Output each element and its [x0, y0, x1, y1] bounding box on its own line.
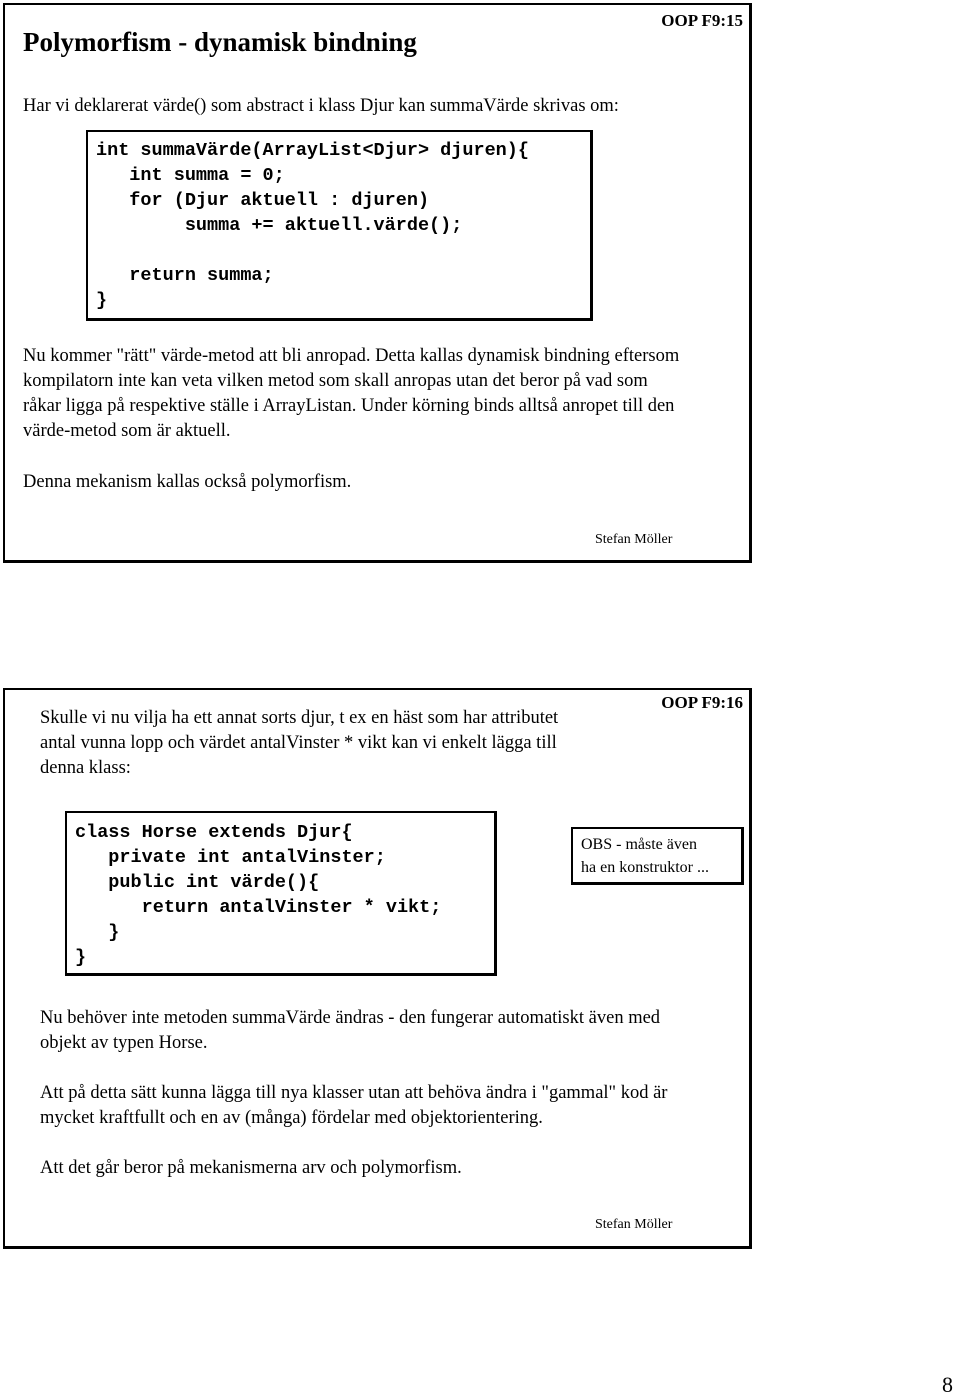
author-footer: Stefan Möller	[595, 532, 673, 547]
paragraph-dynamic-binding: Nu kommer "rätt" värde-metod att bli anropad. Detta kallas dynamisk bindning eftersom kompilatorn inte kan veta vilken metod som skall anropas utan det beror på vad som råkar ligga på respektive ställe i ArrayListan. Under körning binds alltså anropet till den värde-metod som är aktuell.	[23, 346, 680, 441]
code-summavarde: int summaVärde(ArrayList<Djur> djuren){ int summa = 0; for (Djur aktuell : djuren) summa += aktuell.värde(); return summa; }	[96, 140, 529, 311]
code-block	[86, 130, 593, 321]
slide-f9-16	[3, 688, 752, 1249]
page-number: 8	[942, 1372, 953, 1397]
intro-text: Har vi deklarerat värde() som abstract i klass Djur kan summaVärde skrivas om:	[23, 96, 619, 116]
slide-title: Polymorfism - dynamisk bindning	[23, 27, 417, 57]
author-footer: Stefan Möller	[595, 1217, 673, 1232]
paragraph-mechanisms: Att det går beror på mekanismerna arv och polymorfism.	[40, 1158, 462, 1178]
obs-note: OBS - måste även ha en konstruktor ...	[571, 827, 744, 885]
code-block	[65, 811, 497, 976]
paragraph-advantage: Att på detta sätt kunna lägga till nya klasser utan att behöva ändra i "gammal" kod är mycket kraftfullt och en av (många) fördelar med objektorientering.	[40, 1083, 668, 1128]
paragraph-polymorphism: Denna mekanism kallas också polymorfism.	[23, 472, 352, 492]
intro-text: Skulle vi nu vilja ha ett annat sorts djur, t ex en häst som har attributet antal vunna lopp och värdet antalVinster * vikt kan vi enkelt lägga till denna klass:	[40, 708, 559, 778]
paragraph-no-change: Nu behöver inte metoden summaVärde ändras - den fungerar automatiskt även med objekt av typen Horse.	[40, 1008, 661, 1053]
slide-number: OOP F9:16	[661, 693, 743, 712]
code-horse-class: class Horse extends Djur{ private int antalVinster; public int värde(){ return antalVinster * vikt; } }	[75, 822, 442, 968]
slide-number: OOP F9:15	[661, 11, 743, 30]
slide-f9-15	[3, 3, 752, 563]
